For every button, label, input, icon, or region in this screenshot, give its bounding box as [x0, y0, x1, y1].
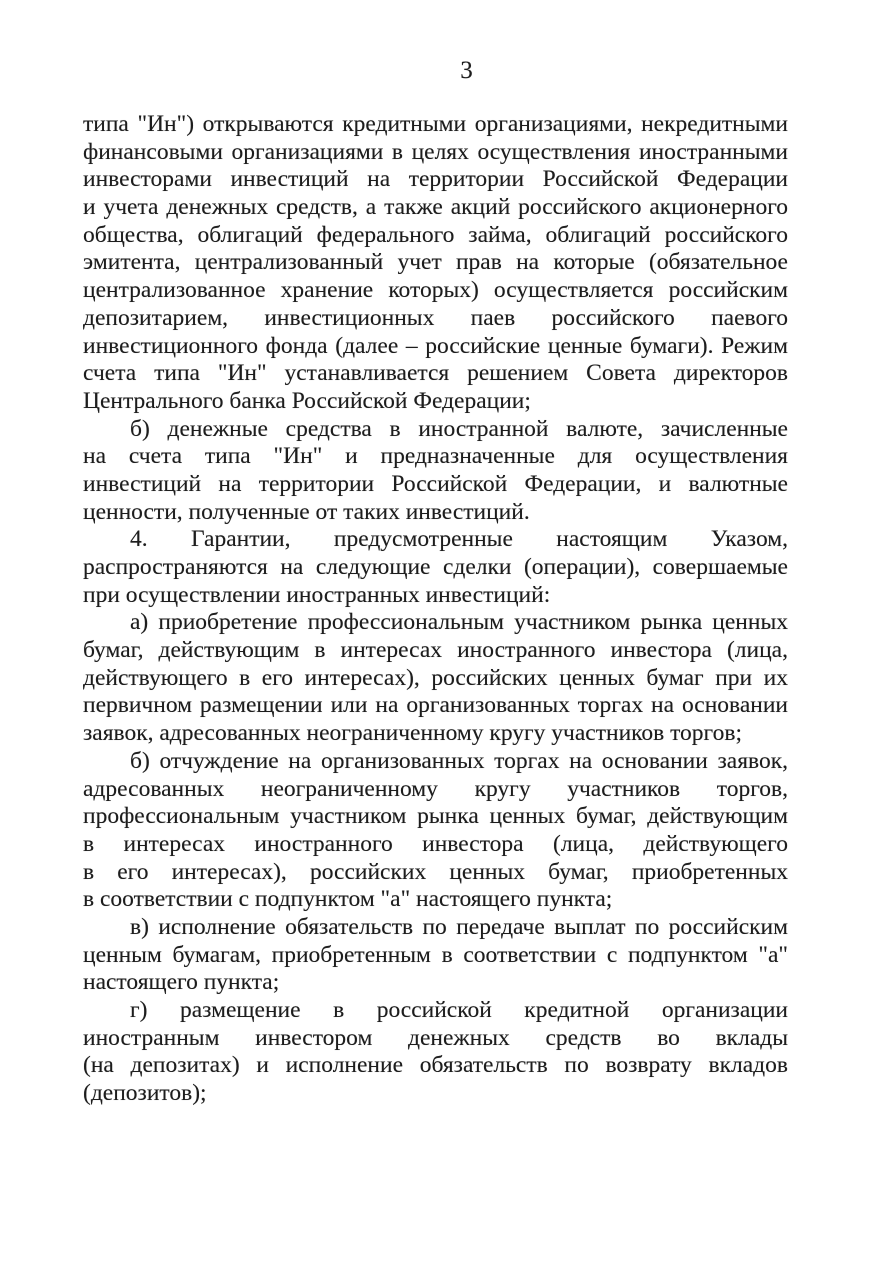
- document-body: [83, 111, 788, 1108]
- text-line: (на депозитах) и исполнение обязательств по возврату вкладов: [83, 1052, 788, 1079]
- page-number: 3: [460, 57, 473, 84]
- text-line: в) исполнение обязательств по передаче выплат по российским: [130, 913, 788, 940]
- paragraph: [83, 111, 788, 416]
- text-line: действующего в его интересах), российских ценных бумаг при их: [83, 664, 788, 691]
- text-line: ценности, полученные от таких инвестиций.: [83, 498, 530, 525]
- text-line: в его интересах), российских ценных бумаг, приобретенных: [83, 858, 788, 885]
- text-line: профессиональным участником рынка ценных бумаг, действующим: [83, 803, 788, 830]
- text-line: счета типа "Ин" устанавливается решением Совета директоров: [83, 360, 788, 387]
- paragraph: [83, 609, 788, 747]
- text-line: г) размещение в российской кредитной организации: [130, 997, 788, 1023]
- text-line: эмитента, централизованный учет прав на которые (обязательное: [83, 249, 788, 276]
- paragraph: [83, 997, 788, 1108]
- text-line: распространяются на следующие сделки (операции), совершаемые: [83, 554, 788, 580]
- text-line: Центрального банка Российской Федерации;: [83, 387, 531, 414]
- text-line: и учета денежных средств, а также акций российского акционерного: [83, 194, 788, 221]
- text-line: заявок, адресованных неограниченному кругу участников торгов;: [83, 720, 742, 747]
- text-line: б) денежные средства в иностранной валюте, зачисленные: [130, 415, 788, 442]
- text-line: ценным бумагам, приобретенным в соответствии с подпунктом "а": [83, 941, 788, 968]
- text-line: типа "Ин") открываются кредитными организациями, некредитными: [83, 111, 788, 137]
- text-line: а) приобретение профессиональным участником рынка ценных: [130, 609, 788, 636]
- text-line: инвесторами инвестиций на территории Российской Федерации: [83, 166, 788, 193]
- text-line: общества, облигаций федерального займа, облигаций российского: [83, 221, 788, 248]
- text-line: в интересах иностранного инвестора (лица, действующего: [83, 830, 788, 857]
- paragraph: [83, 416, 788, 527]
- text-line: иностранным инвестором денежных средств во вклады: [83, 1024, 788, 1051]
- text-line: в соответствии с подпунктом "а" настоящего пункта;: [83, 886, 613, 913]
- paragraph: [83, 914, 788, 997]
- text-line: на счета типа "Ин" и предназначенные для осуществления: [83, 443, 788, 470]
- paragraph: [83, 526, 788, 609]
- text-line: финансовыми организациями в целях осуществления иностранными: [83, 138, 788, 165]
- text-line: б) отчуждение на организованных торгах на основании заявок,: [130, 747, 788, 774]
- text-line: бумаг, действующим в интересах иностранного инвестора (лица,: [83, 637, 788, 664]
- text-line: настоящего пункта;: [83, 969, 280, 996]
- text-line: адресованных неограниченному кругу участников торгов,: [83, 775, 788, 802]
- text-line: централизованное хранение которых) осуществляется российским: [83, 277, 788, 304]
- text-line: при осуществлении иностранных инвестиций:: [83, 581, 551, 608]
- text-line: инвестиционного фонда (далее – российские ценные бумаги). Режим: [83, 332, 788, 359]
- text-line: депозитарием, инвестиционных паев российского паевого: [83, 304, 788, 331]
- text-line: инвестиций на территории Российской Федерации, и валютные: [83, 470, 788, 497]
- paragraph: [83, 748, 788, 914]
- text-line: 4. Гарантии, предусмотренные настоящим Указом,: [130, 526, 788, 553]
- text-line: первичном размещении или на организованных торгах на основании: [83, 692, 788, 719]
- text-line: (депозитов);: [83, 1080, 207, 1107]
